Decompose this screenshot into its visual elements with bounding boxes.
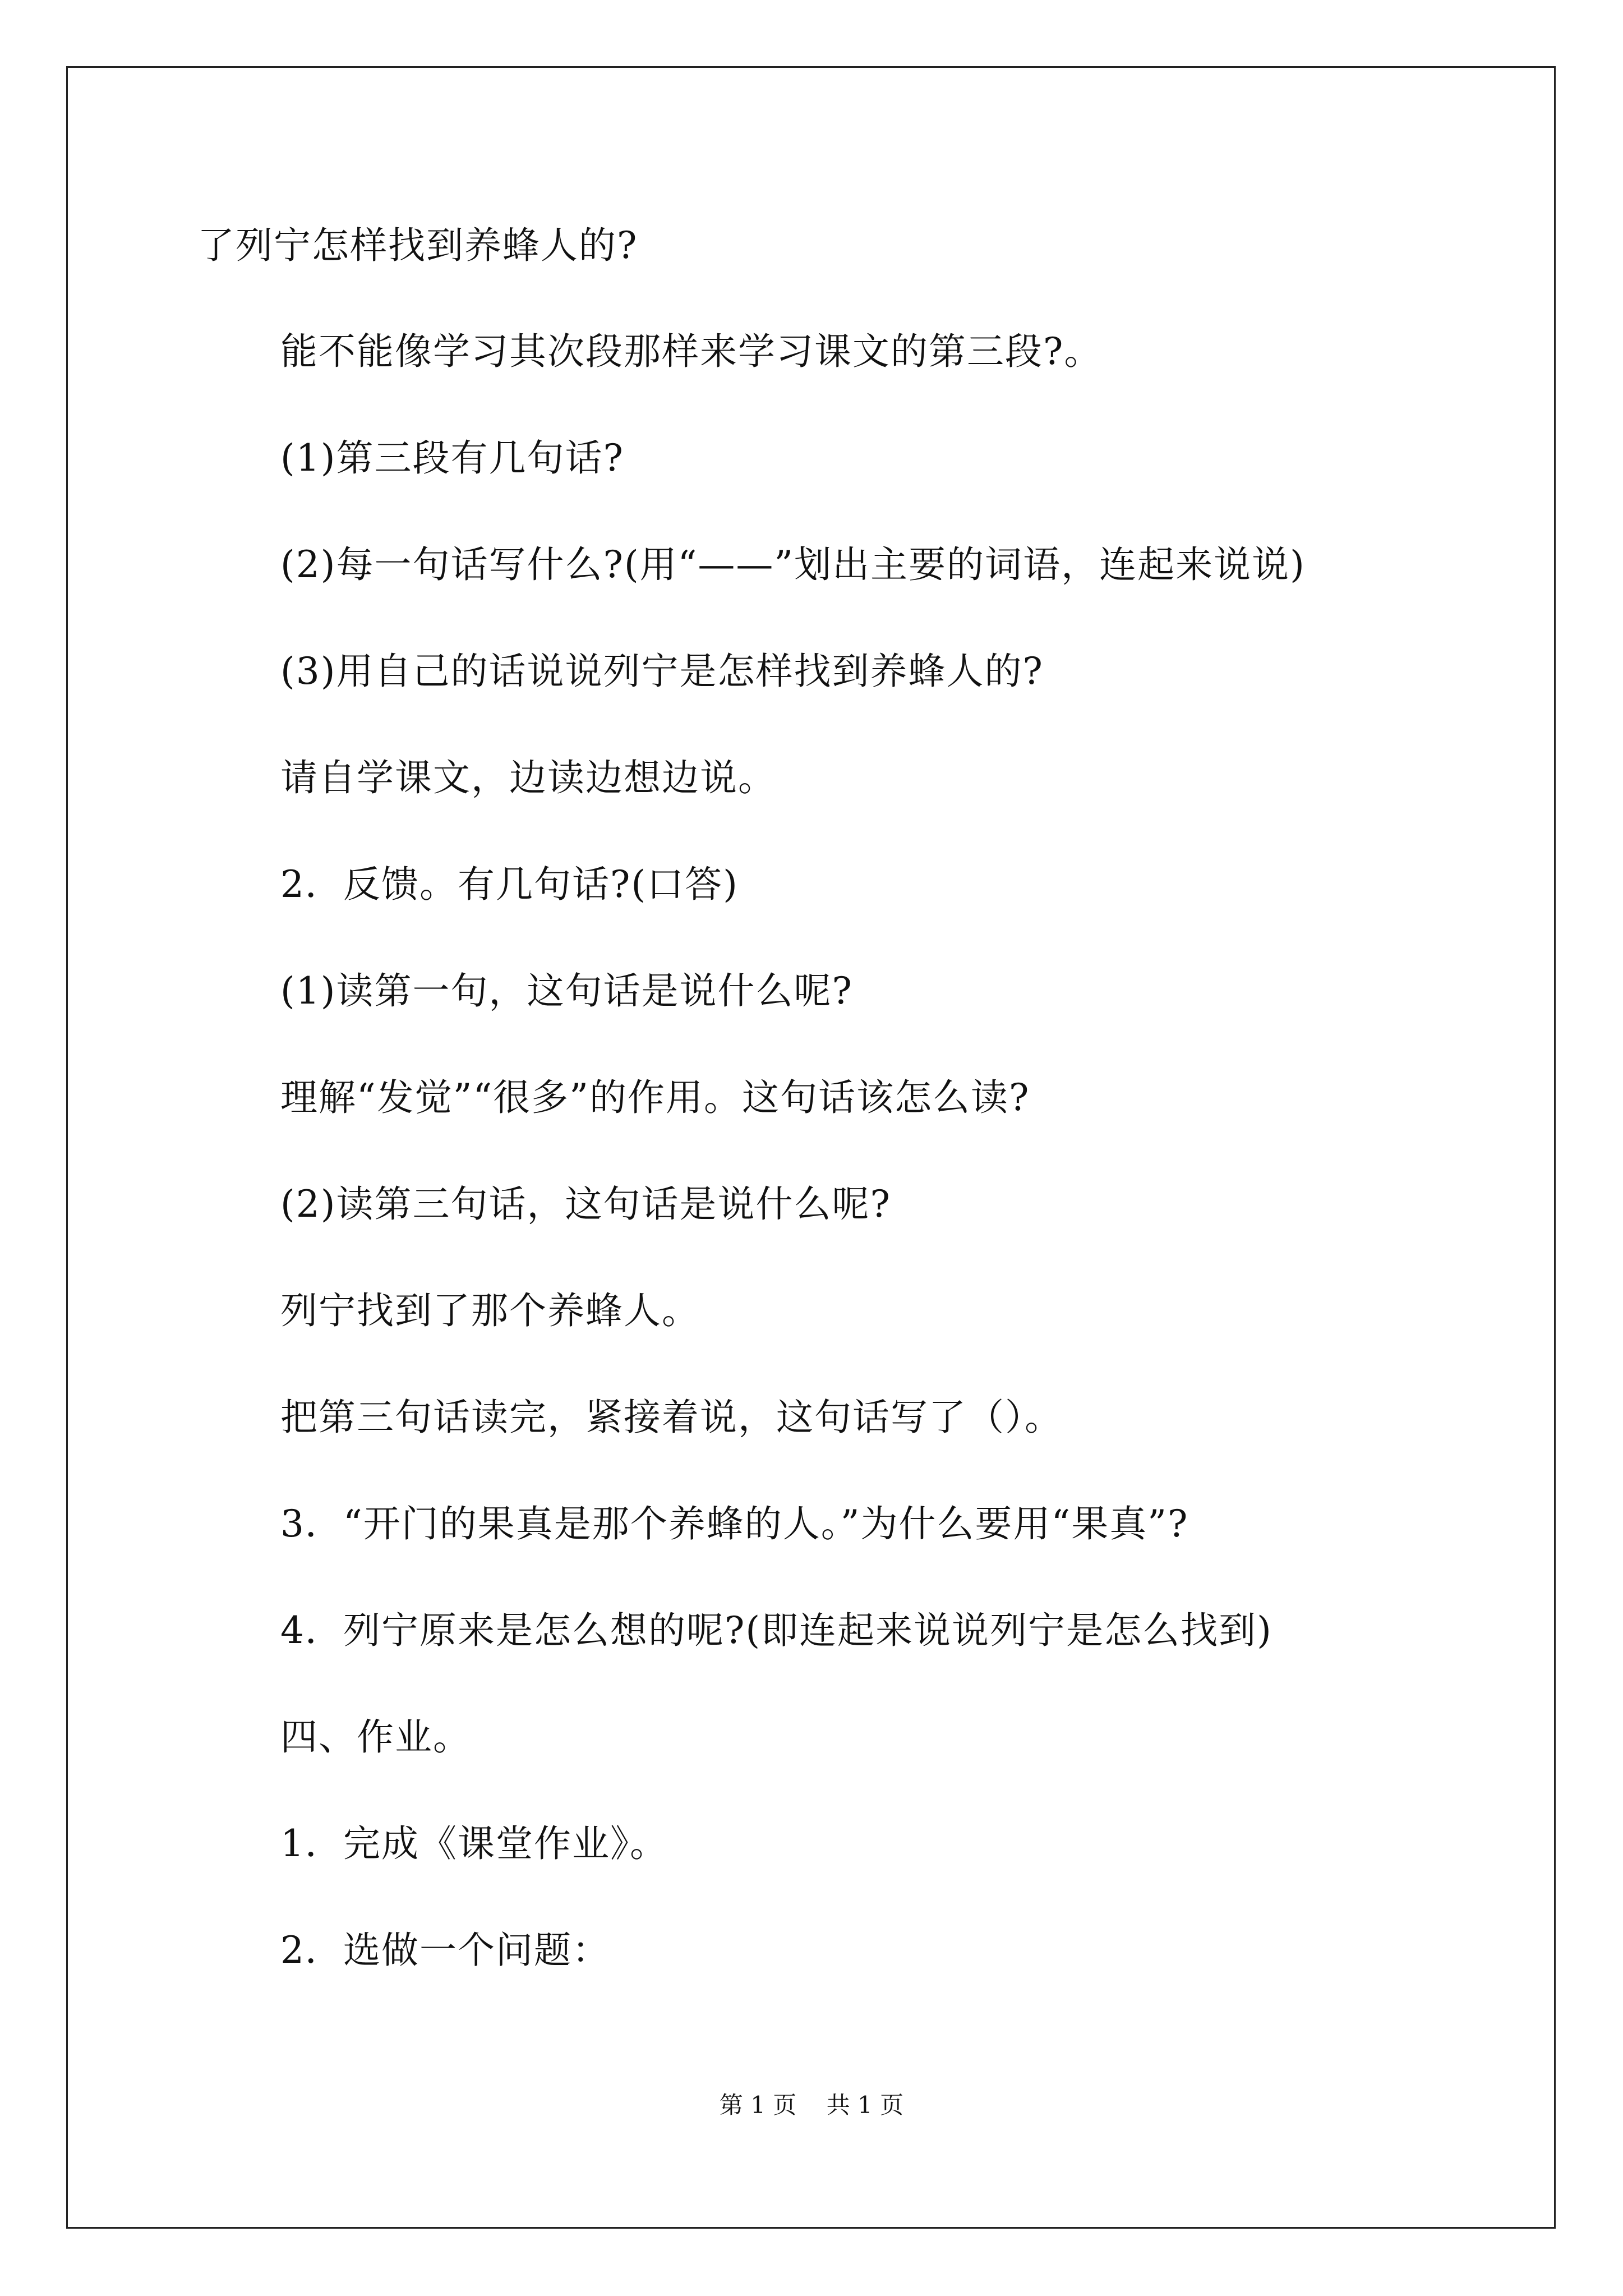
paragraph-17: 2．选做一个问题： xyxy=(280,1929,610,1972)
paragraph-5: (3)用自己的话说说列宁是怎样找到养蜂人的? xyxy=(280,650,1044,693)
page-number-footer: 第 1 页 共 1 页 xyxy=(719,2091,904,2119)
paragraph-14: 4．列宁原来是怎么想的呢?(即连起来说说列宁是怎么找到) xyxy=(280,1609,1272,1652)
paragraph-7: 2．反馈。有几句话?(口答) xyxy=(280,863,739,906)
paragraph-2: 能不能像学习其次段那样来学习课文的第三段?。 xyxy=(280,330,1103,373)
paragraph-9: 理解“发觉”“很多”的作用。这句话该怎么读? xyxy=(280,1076,1030,1119)
paragraph-1: 了列宁怎样找到养蜂人的? xyxy=(197,224,638,267)
paragraph-3: (1)第三段有几句话? xyxy=(280,436,624,480)
paragraph-16: 1．完成《课堂作业》。 xyxy=(280,1822,668,1865)
paragraph-8: (1)读第一句，这句话是说什么呢? xyxy=(280,969,853,1013)
paragraph-6: 请自学课文，边读边想边说。 xyxy=(280,756,776,799)
page-border xyxy=(66,66,1556,2229)
paragraph-11: 列宁找到了那个养蜂人。 xyxy=(280,1289,700,1332)
paragraph-12: 把第三句话读完，紧接着说，这句话写了（）。 xyxy=(280,1396,1063,1439)
paragraph-10: (2)读第三句话，这句话是说什么呢? xyxy=(280,1182,891,1226)
paragraph-4: (2)每一句话写什么?(用“——”划出主要的词语，连起来说说) xyxy=(280,543,1306,586)
paragraph-15: 四、作业。 xyxy=(280,1715,471,1759)
paragraph-13: 3．“开门的果真是那个养蜂的人。”为什么要用“果真”? xyxy=(280,1502,1189,1545)
